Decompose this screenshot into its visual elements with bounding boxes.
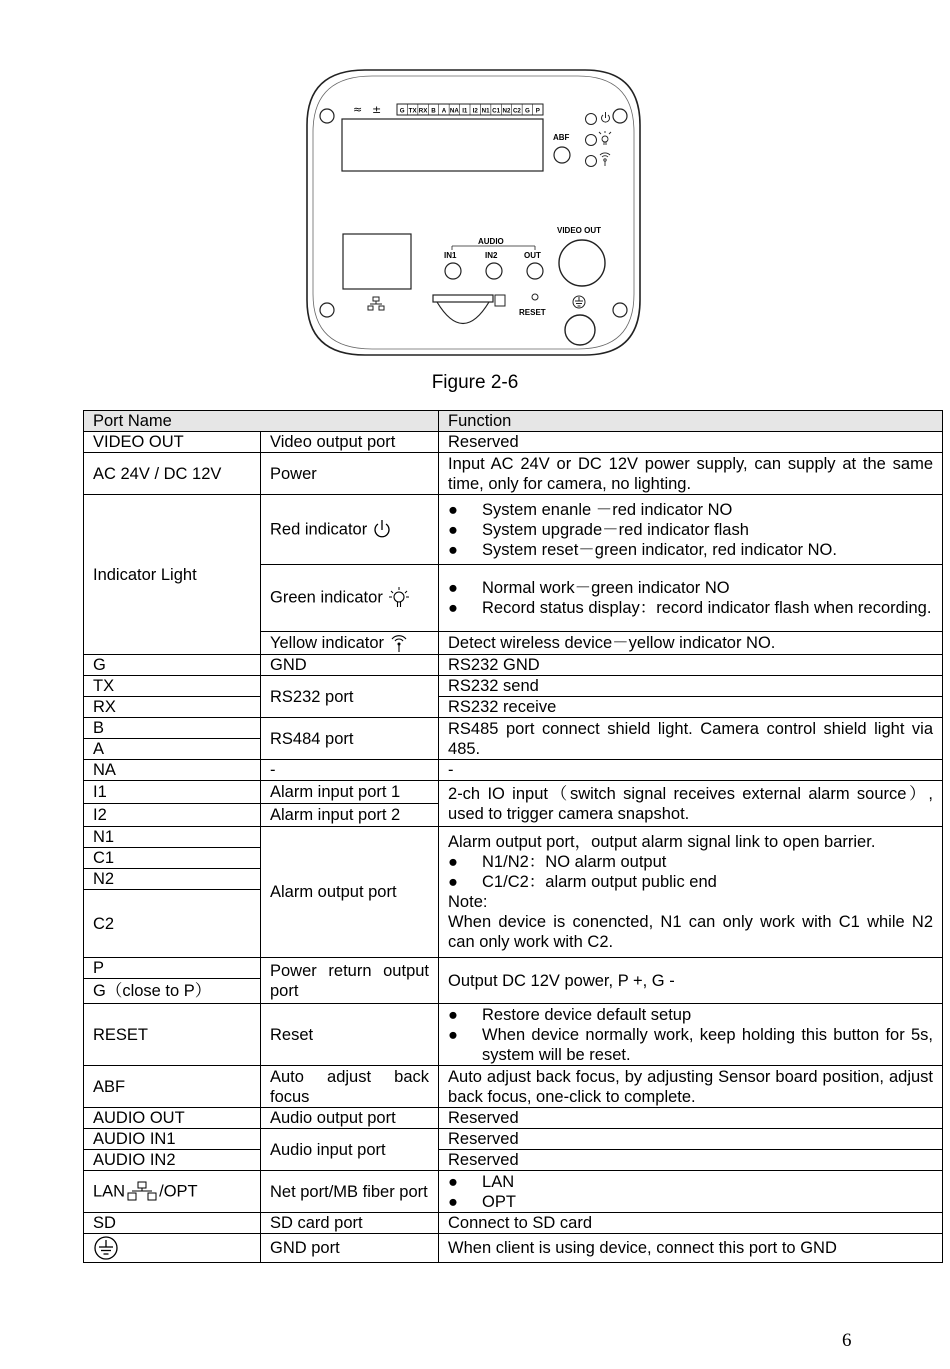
bullet: ● (448, 873, 458, 891)
port-name: NA (84, 760, 261, 781)
table-row (84, 453, 943, 495)
port-function (439, 565, 943, 632)
lan-name-suffix: /OPT (159, 1181, 198, 1200)
port-function: Reserved (439, 1150, 943, 1171)
bullet: ● (448, 1172, 458, 1191)
abf-label: ABF (553, 133, 570, 142)
port-name: RESET (84, 1004, 261, 1066)
port-function: - (439, 760, 943, 781)
port-name: SD (84, 1213, 261, 1234)
list-text: OPT (482, 1192, 516, 1211)
list-item (448, 1192, 933, 1212)
port-desc: Reset (261, 1004, 439, 1066)
table-row (84, 760, 943, 781)
bullet: ● (448, 520, 458, 539)
port-name: AC 24V / DC 12V (84, 453, 261, 495)
dc-symbol: ± (372, 103, 382, 116)
green-indicator-label: Green indicator (270, 588, 383, 607)
port-name: Indicator Light (84, 495, 261, 655)
audio-label: AUDIO (478, 237, 504, 246)
table-row (84, 958, 943, 979)
power-icon (601, 112, 609, 122)
reset-hole[interactable] (532, 294, 538, 300)
port-function: RS232 receive (439, 697, 943, 718)
list-item (448, 1172, 933, 1192)
port-name: TX (84, 676, 261, 697)
wireless-icon (389, 635, 409, 653)
port-desc: SD card port (261, 1213, 439, 1234)
terminal-label: G (524, 107, 530, 115)
port-name: B (84, 718, 261, 739)
port-name: ABF (84, 1066, 261, 1108)
lan-name-prefix: LAN (93, 1181, 126, 1200)
terminal-label: RX (418, 107, 428, 115)
terminal-label: N1 (481, 107, 490, 115)
table-row (84, 1004, 943, 1066)
table-row (84, 432, 943, 453)
list-item (448, 1025, 933, 1065)
port-name: C2 (84, 890, 261, 958)
port-function (439, 1171, 943, 1213)
port-desc: Alarm output port (261, 827, 439, 958)
video-out-connector[interactable] (559, 240, 605, 286)
port-function: Connect to SD card (439, 1213, 943, 1234)
port-desc (261, 495, 439, 565)
audio-in2-jack[interactable] (486, 263, 502, 279)
table-row (84, 1108, 943, 1129)
wireless-icon (600, 153, 610, 166)
video-out-label: VIDEO OUT (557, 226, 602, 235)
terminal-label: N2 (502, 107, 511, 115)
list-text: System upgrade－red indicator flash (482, 520, 749, 539)
bulb-icon (599, 131, 611, 145)
port-function (439, 827, 943, 958)
port-name: P (84, 958, 261, 979)
list-item (448, 540, 933, 560)
ac-symbol: ≈ (353, 103, 363, 116)
terminal-block (397, 104, 543, 115)
terminal-label: NA (449, 107, 459, 115)
terminal-label: TX (408, 107, 417, 115)
bullet: ● (448, 500, 458, 519)
port-desc (261, 632, 439, 655)
port-function: Auto adjust back focus, by adjusting Sensor board position, adjust back focus, one-click to complete. (439, 1066, 943, 1108)
port-function (439, 495, 943, 565)
port-function: RS232 send (439, 676, 943, 697)
port-name: G (84, 655, 261, 676)
audio-out-jack[interactable] (527, 263, 543, 279)
out-label: OUT (524, 251, 541, 260)
table-row (84, 1150, 943, 1171)
list-text: Restore device default setup (482, 1005, 692, 1024)
lan-port[interactable] (343, 234, 411, 289)
port-function: Reserved (439, 1108, 943, 1129)
table-row (84, 495, 943, 565)
list-item (448, 500, 933, 520)
port-function: Input AC 24V or DC 12V power supply, can supply at the same time, only for camera, no lighting. (439, 453, 943, 495)
fiber-port[interactable] (433, 295, 493, 324)
port-name: I2 (84, 804, 261, 827)
ground-icon (93, 1235, 119, 1261)
gnd-screw[interactable] (565, 315, 595, 345)
port-desc: - (261, 760, 439, 781)
terminal-label: C1 (492, 107, 501, 115)
port-name: I1 (84, 781, 261, 804)
table-row (84, 1171, 943, 1213)
rear-panel-figure (300, 64, 645, 359)
table-row (84, 781, 943, 804)
port-name: VIDEO OUT (84, 432, 261, 453)
table-row (84, 1129, 943, 1150)
in1-label: IN1 (444, 251, 457, 260)
lan-icon (368, 297, 384, 310)
list-item (448, 1005, 933, 1025)
list-item (448, 598, 933, 618)
port-function: RS232 GND (439, 655, 943, 676)
list-item (448, 520, 933, 540)
list-text: Normal work－green indicator NO (482, 579, 730, 597)
bulb-icon (387, 586, 411, 610)
terminal-label: P (535, 107, 540, 115)
audio-in1-jack[interactable] (445, 263, 461, 279)
table-row (84, 697, 943, 718)
port-name: N2 (84, 869, 261, 890)
port-desc: RS484 port (261, 718, 439, 760)
port-name: N1 (84, 827, 261, 848)
bullet: ● (448, 1192, 458, 1211)
port-function: Reserved (439, 432, 943, 453)
port-desc: Alarm input port 2 (261, 804, 439, 827)
port-desc: Alarm input port 1 (261, 781, 439, 804)
port-function: 2-ch IO input（switch signal receives external alarm source）, used to trigger camera snapshot. (439, 781, 943, 827)
list-text: System enanle －red indicator NO (482, 500, 733, 519)
list-text: C1/C2：alarm output public end (482, 873, 717, 891)
port-name: AUDIO OUT (84, 1108, 261, 1129)
table-row (84, 676, 943, 697)
figure-caption: Figure 2-6 (431, 372, 519, 393)
header-port-name: Port Name (84, 411, 439, 432)
sd-slot[interactable] (495, 295, 505, 306)
port-function: Detect wireless device－yellow indicator NO. (439, 632, 943, 655)
port-desc: Auto adjust back focus (261, 1066, 439, 1108)
port-function: When client is using device, connect this port to GND (439, 1234, 943, 1263)
table-row (84, 827, 943, 848)
port-function (439, 1004, 943, 1066)
port-function: RS485 port connect shield light. Camera control shield light via 485. (439, 718, 943, 760)
bullet: ● (448, 540, 458, 559)
port-desc: Audio output port (261, 1108, 439, 1129)
port-name: A (84, 739, 261, 760)
port-desc (261, 565, 439, 632)
terminal-label: A (441, 107, 447, 115)
port-function: Reserved (439, 1129, 943, 1150)
list-item (448, 578, 933, 598)
port-desc: GND port (261, 1234, 439, 1263)
port-name: G（close to P） (84, 979, 261, 1004)
port-desc: Power return output port (261, 958, 439, 1004)
bullet: ● (448, 1005, 458, 1024)
lan-icon (125, 1181, 159, 1203)
in2-label: IN2 (485, 251, 498, 260)
list-text: When device normally work, keep holding this button for 5s, system will be reset. (482, 1025, 934, 1064)
port-desc: Audio input port (261, 1129, 439, 1171)
table-row (84, 1066, 943, 1108)
port-name (84, 1171, 261, 1213)
note-text: When device is conencted, N1 can only work with C1 while N2 can only work with C2. (448, 913, 934, 951)
page-number: 6 (842, 1330, 852, 1351)
terminal-window (342, 119, 543, 171)
power-icon (372, 519, 392, 541)
yellow-indicator-label: Yellow indicator (270, 634, 385, 652)
ground-icon (573, 296, 585, 308)
port-name: C1 (84, 848, 261, 869)
note-label: Note: (448, 893, 488, 911)
table-row (84, 718, 943, 739)
table-row (84, 655, 943, 676)
terminal-label: I1 (462, 107, 468, 115)
port-desc: Net port/MB fiber port (261, 1171, 439, 1213)
bullet: ● (448, 1025, 458, 1044)
terminal-label: I2 (472, 107, 478, 115)
abf-button[interactable] (554, 147, 570, 163)
table-header (84, 411, 943, 432)
list-text: N1/N2：NO alarm output (482, 853, 667, 871)
port-desc: Video output port (261, 432, 439, 453)
bullet: ● (448, 579, 458, 597)
indicator-leds (586, 114, 597, 167)
terminal-label: C2 (512, 107, 521, 115)
reset-label: RESET (519, 308, 546, 317)
port-function: Output DC 12V power, P +, G - (439, 958, 943, 1004)
port-name (84, 1234, 261, 1263)
terminal-label: G (399, 107, 405, 115)
header-function: Function (439, 411, 943, 432)
terminal-label: B (431, 107, 436, 115)
list-item (448, 852, 933, 872)
port-desc: Power (261, 453, 439, 495)
port-name: RX (84, 697, 261, 718)
alarm-output-intro: Alarm output port，output alarm signal link to open barrier. (448, 833, 876, 851)
red-indicator-label: Red indicator (270, 519, 368, 538)
port-desc: GND (261, 655, 439, 676)
list-text: System reset－green indicator, red indicator NO. (482, 540, 837, 559)
port-table (83, 410, 943, 1263)
list-text: LAN (482, 1172, 515, 1191)
list-item (448, 872, 933, 892)
port-desc: RS232 port (261, 676, 439, 718)
list-text: Record status display：record indicator flash when recording. (482, 599, 932, 617)
port-name: AUDIO IN1 (84, 1129, 261, 1150)
table-row (84, 1234, 943, 1263)
table-row (84, 1213, 943, 1234)
port-name: AUDIO IN2 (84, 1150, 261, 1171)
bullet: ● (448, 599, 458, 617)
bullet: ● (448, 853, 458, 871)
